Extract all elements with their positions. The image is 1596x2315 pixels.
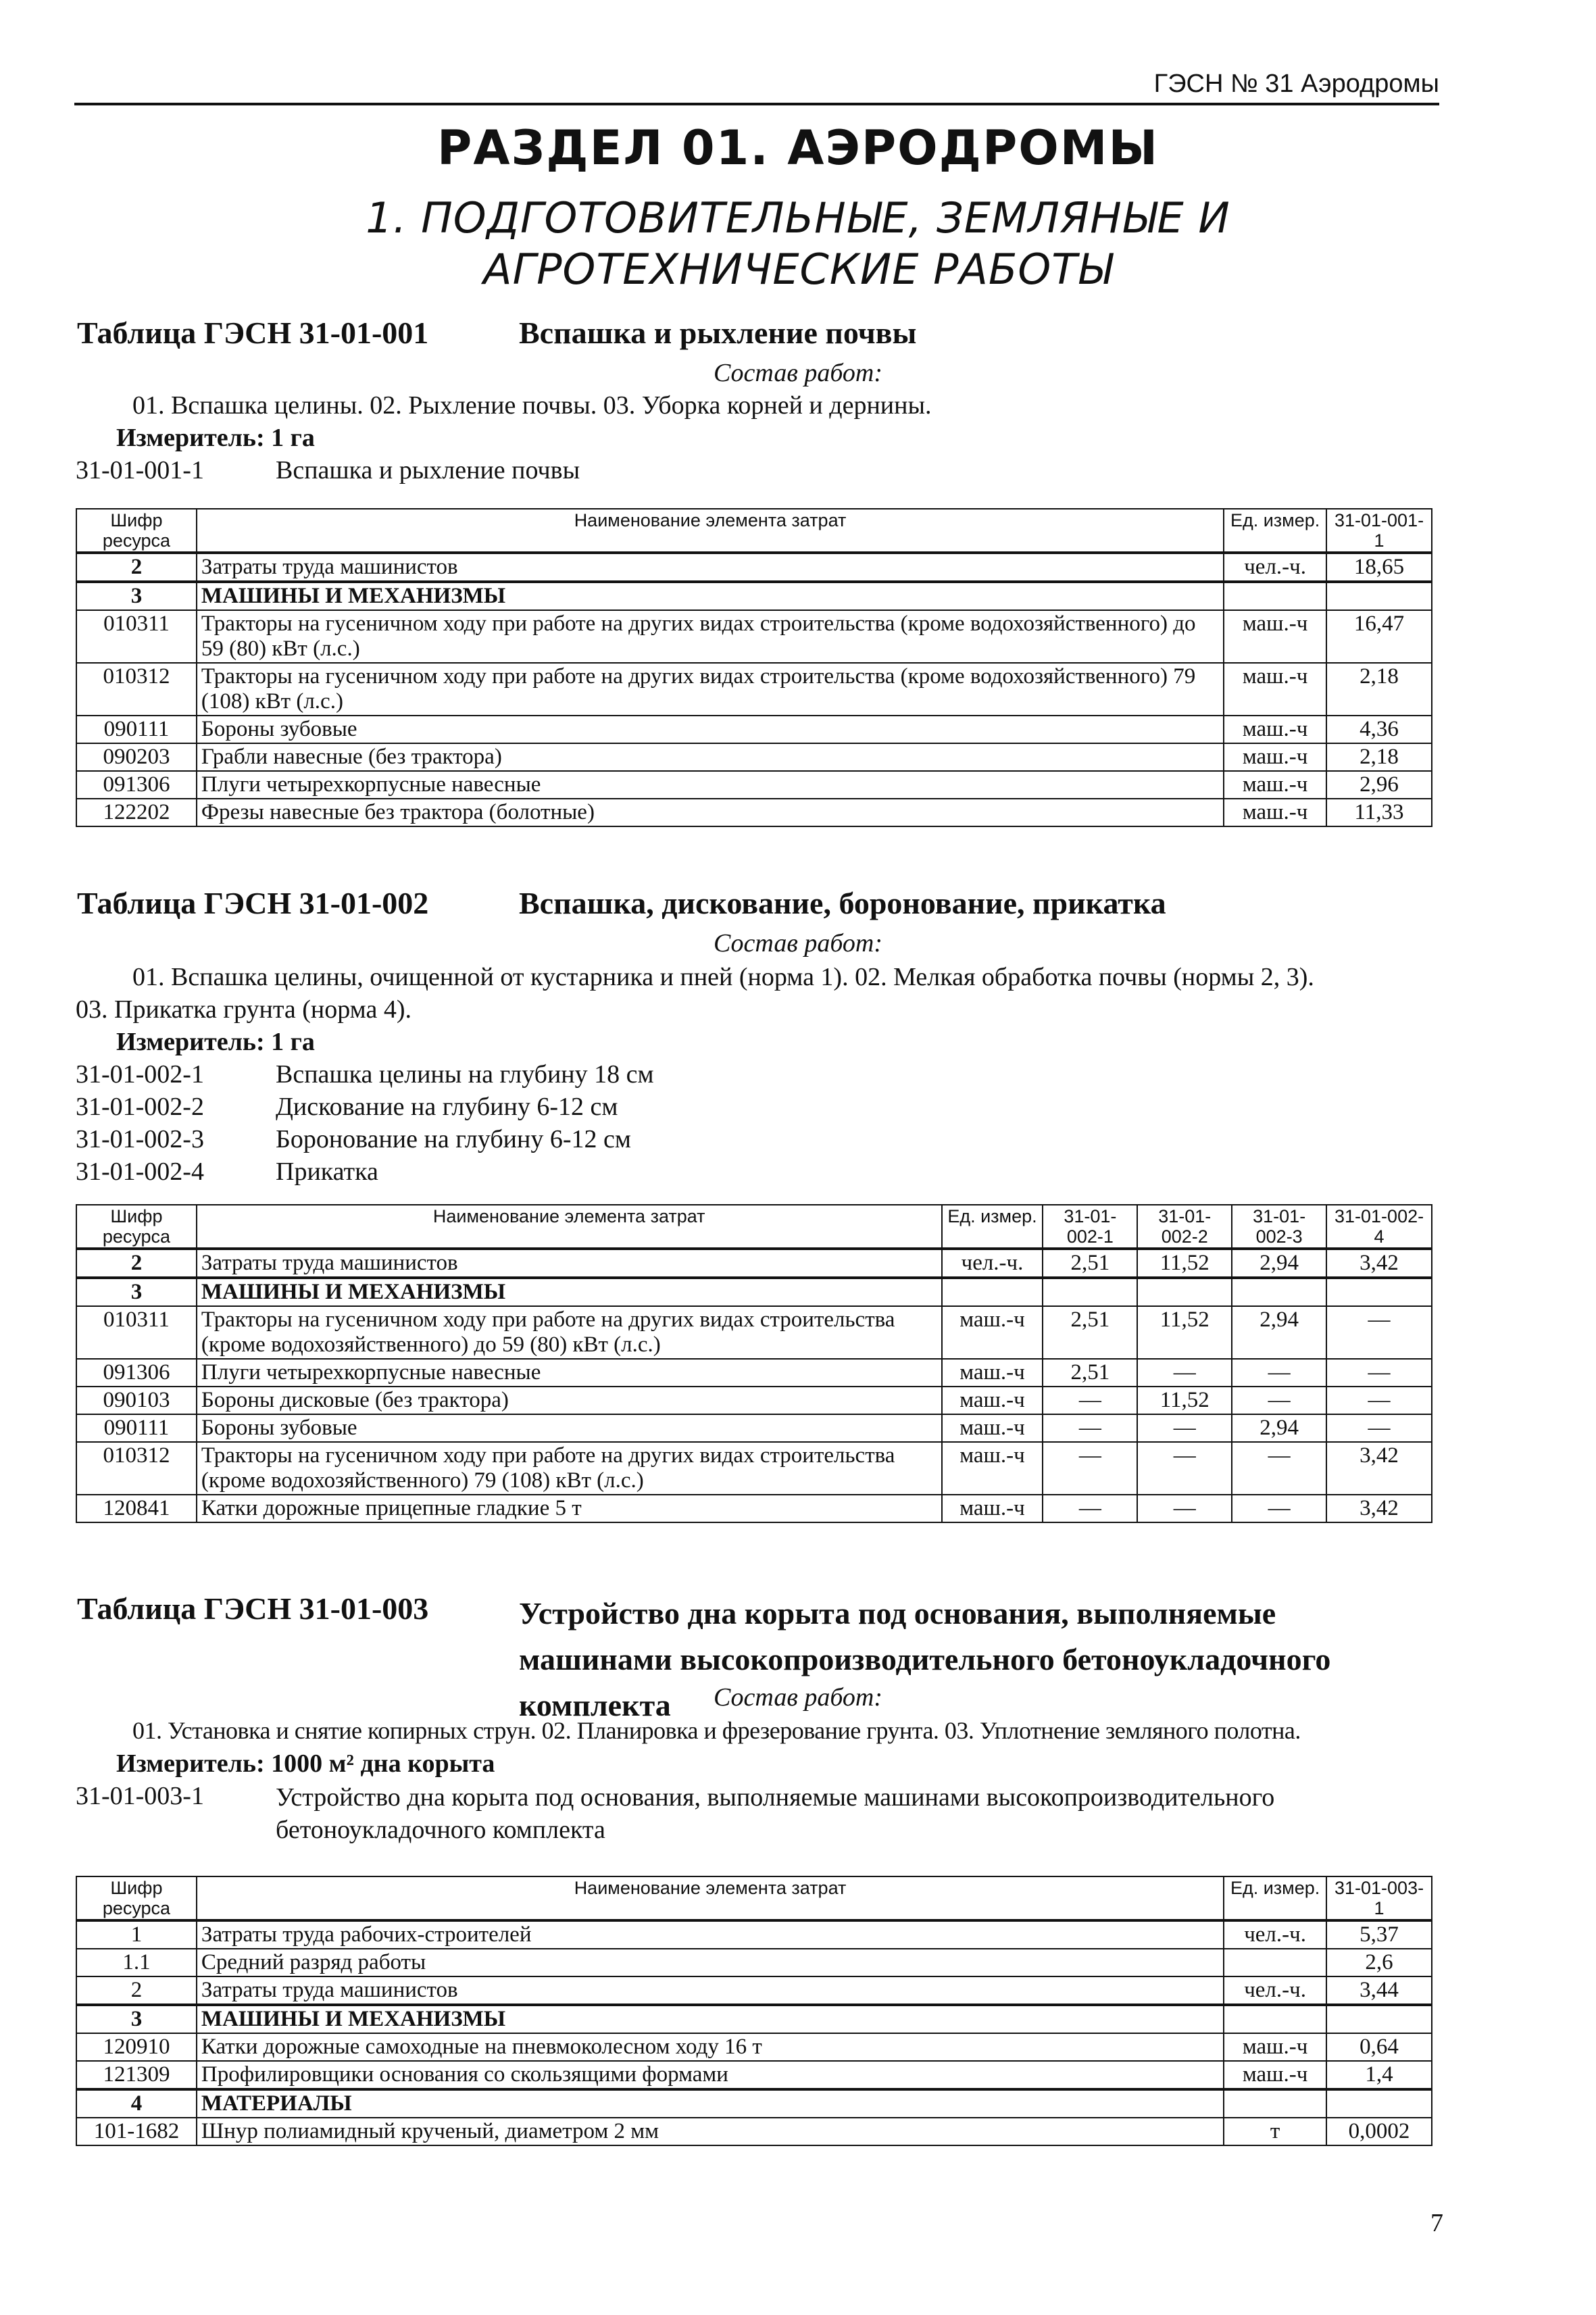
row-value: 18,65: [1326, 553, 1432, 582]
table1-subject: Вспашка и рыхление почвы: [519, 316, 917, 350]
row-code: 091306: [76, 771, 197, 799]
row-value: —: [1326, 1359, 1432, 1387]
row-unit: чел.-ч.: [942, 1249, 1043, 1278]
row-value: [1232, 1278, 1326, 1306]
col-header-unit: Ед. измер.: [1224, 1876, 1326, 1920]
row-name: Катки дорожные самоходные на пневмоколесном ходу 16 т: [197, 2033, 1224, 2061]
row-value: 4,36: [1326, 716, 1432, 743]
row-value: —: [1043, 1414, 1137, 1442]
row-name: Средний разряд работы: [197, 1949, 1224, 1976]
row-name: МАТЕРИАЛЫ: [197, 2089, 1224, 2118]
row-name: Затраты труда машинистов: [197, 1249, 942, 1278]
row-unit: маш.-ч: [1224, 663, 1326, 716]
row-unit: маш.-ч: [942, 1387, 1043, 1414]
row-value: [1326, 1278, 1432, 1306]
row-code: 120910: [76, 2033, 197, 2061]
row-name: Тракторы на гусеничном ходу при работе на других видах строительства (кроме водохозяйственного) до 59 (80) кВт (л.с.): [197, 610, 1224, 663]
row-value: 0,0002: [1326, 2118, 1432, 2145]
table1-sostav-label: Состав работ:: [713, 359, 883, 387]
row-name: Затраты труда машинистов: [197, 1976, 1224, 2005]
row-value: 3,44: [1326, 1976, 1432, 2005]
row-unit: [942, 1278, 1043, 1306]
row-name: Грабли навесные (без трактора): [197, 743, 1224, 771]
col-header-name: Наименование элемента затрат: [197, 1205, 942, 1249]
col-header-unit: Ед. измер.: [1224, 509, 1326, 553]
row-unit: [1224, 1949, 1326, 1976]
row-code: 090203: [76, 743, 197, 771]
row-value: [1137, 1278, 1232, 1306]
row-unit: чел.-ч.: [1224, 1976, 1326, 2005]
row-code: 090111: [76, 716, 197, 743]
row-name: Бороны дисковые (без трактора): [197, 1387, 942, 1414]
col-header-name: Наименование элемента затрат: [197, 509, 1224, 553]
row-value: [1326, 2005, 1432, 2033]
row-value: 16,47: [1326, 610, 1432, 663]
row-code: 1: [76, 1920, 197, 1949]
table1-resources: [76, 508, 1432, 827]
row-code: 010311: [76, 610, 197, 663]
row-code: 2: [76, 1976, 197, 2005]
col-header-code: Шифр ресурса: [76, 1876, 197, 1920]
row-name: Шнур полиамидный крученый, диаметром 2 мм: [197, 2118, 1224, 2145]
row-name: Тракторы на гусеничном ходу при работе на других видах строительства (кроме водохозяйственного) 79 (108) кВт (л.с.): [197, 663, 1224, 716]
row-name: Бороны зубовые: [197, 716, 1224, 743]
row-value: —: [1043, 1495, 1137, 1522]
row-unit: маш.-ч: [942, 1414, 1043, 1442]
row-code: 091306: [76, 1359, 197, 1387]
row-code: 010311: [76, 1306, 197, 1359]
row-value: [1043, 1278, 1137, 1306]
row-value: 1,4: [1326, 2061, 1432, 2089]
table3-resources: [76, 1876, 1432, 2146]
col-header-name: Наименование элемента затрат: [197, 1876, 1224, 1920]
row-code: 090111: [76, 1414, 197, 1442]
row-code: 120841: [76, 1495, 197, 1522]
row-value: 11,52: [1137, 1387, 1232, 1414]
row-unit: т: [1224, 2118, 1326, 2145]
table2-norm-code-3: 31-01-002-3: [76, 1125, 204, 1153]
row-code: 010312: [76, 1442, 197, 1495]
row-value: —: [1137, 1442, 1232, 1495]
row-code: 2: [76, 1249, 197, 1278]
row-code: 090103: [76, 1387, 197, 1414]
row-unit: маш.-ч: [1224, 771, 1326, 799]
table3-subject: Устройство дна корыта под основания, выполняемые машинами высокопроизводительного бетоноукладочного комплекта: [519, 1596, 1331, 1722]
row-value: 2,51: [1043, 1249, 1137, 1278]
row-value: 2,94: [1232, 1249, 1326, 1278]
table3-measure: Измеритель: 1000 м² дна корыта: [116, 1749, 495, 1778]
row-unit: маш.-ч: [1224, 2061, 1326, 2089]
row-value: 0,64: [1326, 2033, 1432, 2061]
table2-norm-name-2: Дискование на глубину 6-12 см: [276, 1093, 618, 1121]
row-code: 010312: [76, 663, 197, 716]
table1-measure: Измеритель: 1 га: [116, 424, 315, 452]
row-unit: маш.-ч: [1224, 799, 1326, 826]
row-value: —: [1137, 1414, 1232, 1442]
row-value: —: [1326, 1414, 1432, 1442]
row-name: Тракторы на гусеничном ходу при работе на других видах строительства (кроме водохозяйственного) 79 (108) кВт (л.с.): [197, 1442, 942, 1495]
row-name: Тракторы на гусеничном ходу при работе на других видах строительства (кроме водохозяйственного) до 59 (80) кВт (л.с.): [197, 1306, 942, 1359]
col-header-norm-2: 31-01-002-2: [1137, 1205, 1232, 1249]
row-unit: [1224, 2005, 1326, 2033]
col-header-norm-3: 31-01-002-3: [1232, 1205, 1326, 1249]
table2-work-line-1: 01. Вспашка целины, очищенной от кустарника и пней (норма 1). 02. Мелкая обработка почвы (нормы 2, 3).: [132, 963, 1314, 991]
row-code: 3: [76, 2005, 197, 2033]
row-value: 3,42: [1326, 1249, 1432, 1278]
row-name: Катки дорожные прицепные гладкие 5 т: [197, 1495, 942, 1522]
subsection-title-line2: АГРОТЕХНИЧЕСКИЕ РАБОТЫ: [483, 245, 1113, 294]
row-name: Фрезы навесные без трактора (болотные): [197, 799, 1224, 826]
table2-norm-name-4: Прикатка: [276, 1158, 378, 1186]
table1-norm-code: 31-01-001-1: [76, 456, 204, 484]
col-header-unit: Ед. измер.: [942, 1205, 1043, 1249]
table2-subject: Вспашка, дискование, боронование, прикатка: [519, 886, 1166, 920]
row-value: 11,33: [1326, 799, 1432, 826]
row-name: Затраты труда машинистов: [197, 553, 1224, 582]
table1-work-line: 01. Вспашка целины. 02. Рыхление почвы. 03. Уборка корней и дернины.: [132, 391, 932, 420]
table1-norm-name: Вспашка и рыхление почвы: [276, 456, 580, 484]
table2-norm-code-4: 31-01-002-4: [76, 1158, 204, 1186]
row-code: 3: [76, 582, 197, 610]
row-unit: [1224, 582, 1326, 610]
row-value: 3,42: [1326, 1495, 1432, 1522]
table3-caption: Таблица ГЭСН 31-01-003: [77, 1591, 429, 1626]
row-value: [1326, 2089, 1432, 2118]
col-header-norm: 31-01-001-1: [1326, 509, 1432, 553]
row-code: 101-1682: [76, 2118, 197, 2145]
row-value: 2,51: [1043, 1359, 1137, 1387]
row-unit: чел.-ч.: [1224, 553, 1326, 582]
row-value: —: [1232, 1387, 1326, 1414]
table2-norm-code-1: 31-01-002-1: [76, 1060, 204, 1089]
row-unit: маш.-ч: [1224, 610, 1326, 663]
row-value: —: [1043, 1442, 1137, 1495]
row-unit: чел.-ч.: [1224, 1920, 1326, 1949]
row-value: 2,18: [1326, 663, 1432, 716]
row-unit: [1224, 2089, 1326, 2118]
table3-norm-name: Устройство дна корыта под основания, выполняемые машинами высокопроизводительного бетоноукладочного комплекта: [276, 1783, 1275, 1844]
row-code: 121309: [76, 2061, 197, 2089]
col-header-code: Шифр ресурса: [76, 509, 197, 553]
row-name: Плуги четырехкорпусные навесные: [197, 771, 1224, 799]
row-value: 2,94: [1232, 1306, 1326, 1359]
row-name: Плуги четырехкорпусные навесные: [197, 1359, 942, 1387]
row-value: —: [1137, 1359, 1232, 1387]
row-code: 1.1: [76, 1949, 197, 1976]
row-value: —: [1232, 1442, 1326, 1495]
table2-norm-name-1: Вспашка целины на глубину 18 см: [276, 1060, 654, 1089]
table2-norm-name-3: Боронование на глубину 6-12 см: [276, 1125, 631, 1153]
row-value: 2,18: [1326, 743, 1432, 771]
row-name: МАШИНЫ И МЕХАНИЗМЫ: [197, 1278, 942, 1306]
row-unit: маш.-ч: [942, 1359, 1043, 1387]
col-header-norm-1: 31-01-002-1: [1043, 1205, 1137, 1249]
row-value: 2,6: [1326, 1949, 1432, 1976]
row-value: 2,96: [1326, 771, 1432, 799]
col-header-code: Шифр ресурса: [76, 1205, 197, 1249]
page-number: 7: [1430, 2209, 1443, 2237]
row-unit: маш.-ч: [942, 1495, 1043, 1522]
row-unit: маш.-ч: [1224, 2033, 1326, 2061]
col-header-norm-4: 31-01-002-4: [1326, 1205, 1432, 1249]
row-value: —: [1232, 1495, 1326, 1522]
running-header: [74, 65, 1439, 105]
row-value: 11,52: [1137, 1249, 1232, 1278]
row-value: —: [1326, 1387, 1432, 1414]
row-code: 122202: [76, 799, 197, 826]
table2-caption: Таблица ГЭСН 31-01-002: [77, 886, 429, 920]
row-code: 2: [76, 553, 197, 582]
row-value: 2,51: [1043, 1306, 1137, 1359]
table1-caption: Таблица ГЭСН 31-01-001: [77, 316, 429, 350]
col-header-norm: 31-01-003-1: [1326, 1876, 1432, 1920]
subsection-title-line1: 1. ПОДГОТОВИТЕЛЬНЫЕ, ЗЕМЛЯНЫЕ И: [366, 193, 1230, 243]
row-value: 3,42: [1326, 1442, 1432, 1495]
row-name: МАШИНЫ И МЕХАНИЗМЫ: [197, 2005, 1224, 2033]
row-value: 11,52: [1137, 1306, 1232, 1359]
header-text: ГЭСН № 31 Аэродромы: [1153, 70, 1439, 98]
row-value: [1326, 582, 1432, 610]
table3-norm-code: 31-01-003-1: [76, 1782, 204, 1810]
row-unit: маш.-ч: [942, 1306, 1043, 1359]
row-unit: маш.-ч: [1224, 743, 1326, 771]
row-unit: маш.-ч: [942, 1442, 1043, 1495]
table2-norm-code-2: 31-01-002-2: [76, 1093, 204, 1121]
table3-work-line: 01. Установка и снятие копирных струн. 02. Планировка и фрезерование грунта. 03. Уплотнение земляного полотна.: [132, 1717, 1301, 1744]
table3-sostav-label: Состав работ:: [713, 1683, 883, 1712]
row-name: Бороны зубовые: [197, 1414, 942, 1442]
row-value: 2,94: [1232, 1414, 1326, 1442]
row-name: Профилировщики основания со скользящими формами: [197, 2061, 1224, 2089]
row-value: —: [1326, 1306, 1432, 1359]
row-code: 4: [76, 2089, 197, 2118]
table2-work-line-2: 03. Прикатка грунта (норма 4).: [76, 995, 412, 1024]
row-unit: маш.-ч: [1224, 716, 1326, 743]
row-name: Затраты труда рабочих-строителей: [197, 1920, 1224, 1949]
row-value: —: [1043, 1387, 1137, 1414]
table2-measure: Измеритель: 1 га: [116, 1028, 315, 1056]
section-title: РАЗДЕЛ 01. АЭРОДРОМЫ: [437, 120, 1159, 176]
row-value: 5,37: [1326, 1920, 1432, 1949]
row-name: МАШИНЫ И МЕХАНИЗМЫ: [197, 582, 1224, 610]
row-value: —: [1232, 1359, 1326, 1387]
table2-resources: [76, 1204, 1432, 1523]
row-value: —: [1137, 1495, 1232, 1522]
row-code: 3: [76, 1278, 197, 1306]
table2-sostav-label: Состав работ:: [713, 929, 883, 957]
